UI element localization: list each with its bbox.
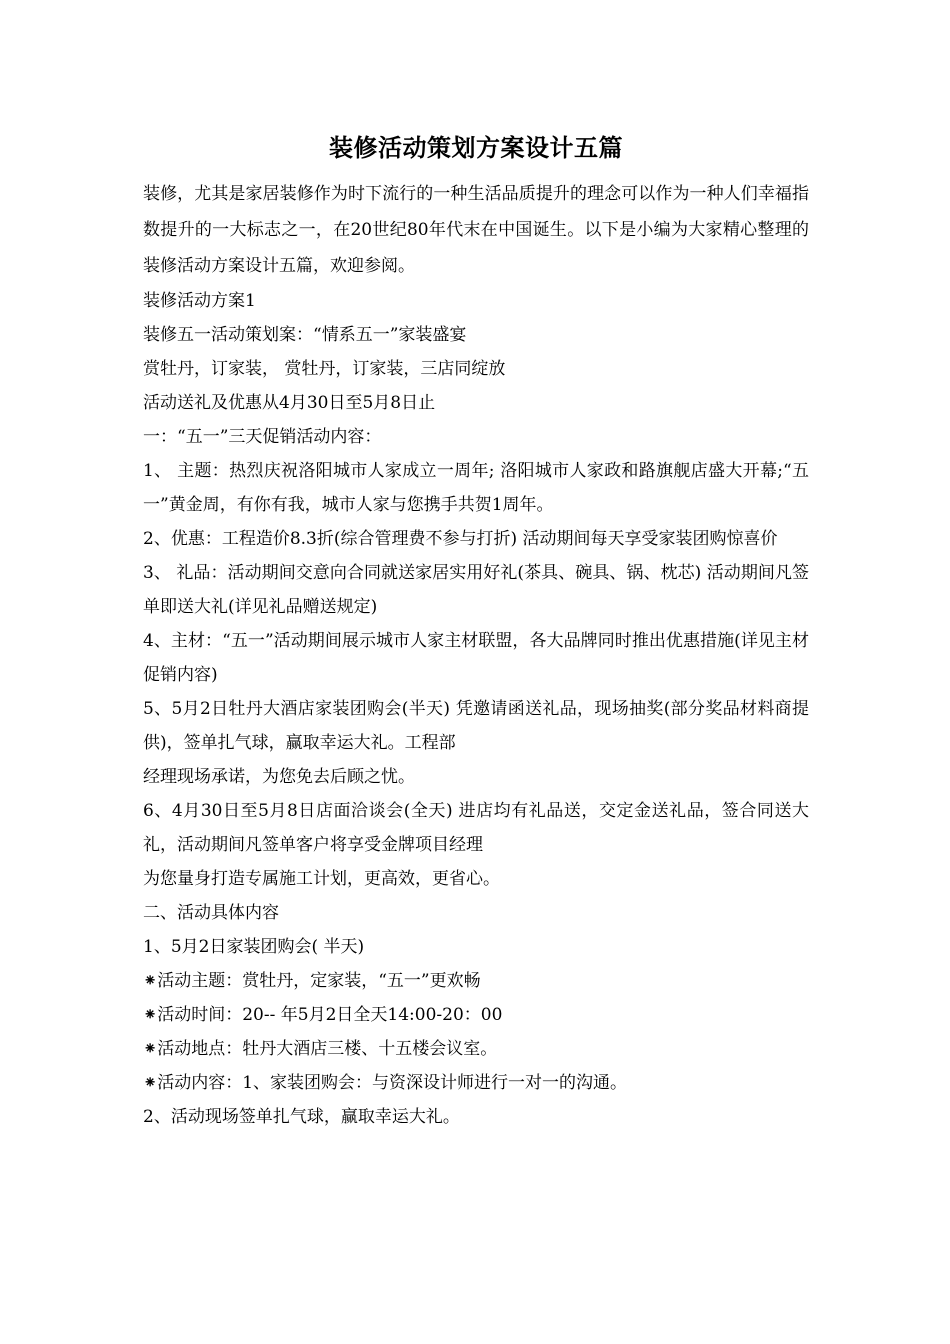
list-item: 2、优惠：工程造价8.3折(综合管理费不参与打折) 活动期间每天享受家装团购惊喜价 xyxy=(143,529,778,549)
list-item: 1、5月2日家装团购会( 半天) xyxy=(143,937,365,957)
paragraph: 装修五一活动策划案：“情系五一”家装盛宴 xyxy=(143,325,467,345)
list-item: 5、5月2日牡丹大酒店家装团购会(半天) 凭邀请函送礼品，现场抽奖(部分奖品材料商提供)，签单扎气球，赢取幸运大礼。工程部 xyxy=(143,699,809,753)
paragraph: 赏牡丹，订家装， 赏牡丹，订家装，三店同绽放 xyxy=(143,359,506,379)
list-item: 6、4月30日至5月8日店面洽谈会(全天) 进店均有礼品送，交定金送礼品，签合同送大礼，活动期间凡签单客户将享受金牌项目经理 xyxy=(143,801,809,855)
bullet-item: ⁕活动地点：牡丹大酒店三楼、十五楼会议室。 xyxy=(143,1039,498,1059)
bullet-item: ⁕活动主题：赏牡丹，定家装，“五一”更欢畅 xyxy=(143,971,481,991)
paragraph: 为您量身打造专属施工计划，更高效，更省心。 xyxy=(143,869,500,889)
section-heading: 装修活动方案1 xyxy=(143,291,256,311)
list-item: 4、主材：“五一”活动期间展示城市人家主材联盟，各大品牌同时推出优惠措施(详见主材 促销内容) xyxy=(143,631,809,685)
paragraph: 经理现场承诺，为您免去后顾之忧。 xyxy=(143,767,415,787)
intro-paragraph: 装修，尤其是家居装修作为时下流行的一种生活品质提升的理念可以作为一种人们幸福指数提升的一大标志之一，在20世纪80年代末在中国诞生。以下是小编为大家精心整理的装修活动方案设计五篇，欢迎参阅。 xyxy=(143,184,809,276)
bullet-item: ⁕活动时间：20-- 年5月2日全天14:00-20：00 xyxy=(143,1005,503,1025)
section-heading: 二、活动具体内容 xyxy=(143,903,279,923)
paragraph: 活动送礼及优惠从4月30日至5月8日止 xyxy=(143,393,436,413)
list-item: 1、 主题：热烈庆祝洛阳城市人家成立一周年; 洛阳城市人家政和路旗舰店盛大开幕;“五一”黄金周，有你有我，城市人家与您携手共贺1周年。 xyxy=(143,461,809,515)
section-heading: 一：“五一”三天促销活动内容： xyxy=(143,427,382,447)
document-page xyxy=(143,128,809,1134)
document-title: 装修活动策划方案设计五篇 xyxy=(329,133,623,162)
list-item: 2、活动现场签单扎气球，赢取幸运大礼。 xyxy=(143,1107,460,1127)
list-item: 3、 礼品：活动期间交意向合同就送家居实用好礼(茶具、碗具、锅、枕芯) 活动期间凡签单即送大礼(详见礼品赠送规定) xyxy=(143,563,809,617)
bullet-item: ⁕活动内容：1、家装团购会：与资深设计师进行一对一的沟通。 xyxy=(143,1073,628,1093)
